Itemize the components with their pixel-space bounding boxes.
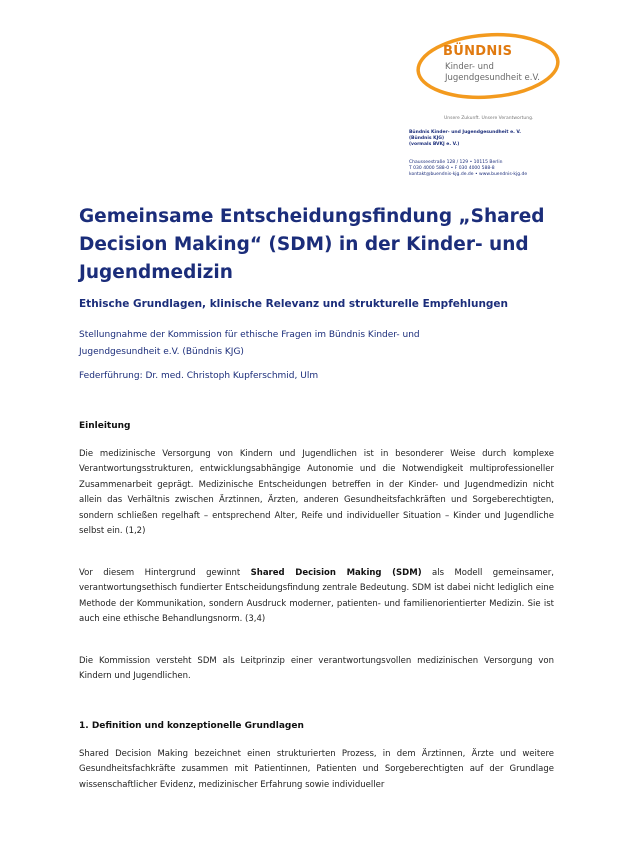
definition-paragraph-1: Shared Decision Making bezeichnet einen strukturierten Prozess, in dem Ärztinnen, Ärzte und weitere Gesundheitsfachkräfte zusammen mit Patientinnen, Patienten und Sorgeberechtigten auf der Grundlage wissenschaftlicher Evidenz, medizinischer Erfahrung sowie individueller	[79, 749, 554, 790]
org-name-line: Bündnis Kinder- und Jugendgesundheit e. V.	[409, 130, 522, 135]
address-line: Chausseestraße 128 / 129 • 10115 Berlin	[409, 160, 503, 165]
logo-title: BÜNDNIS	[443, 44, 513, 59]
email-web-line: kontakt@buendnis-kjg.de.de • www.buendnis-kjg.de	[409, 172, 528, 177]
logo-line-1: Kinder- und	[445, 62, 494, 72]
intro-paragraph-2: Vor diesem Hintergrund gewinnt Shared Decision Making (SDM) als Modell gemeinsamer, verantwortungsethisch fundierter Entscheidungsfindung zentrale Bedeutung. SDM ist dabei nicht lediglich eine Methode der Kommunikation, sondern Ausdruck moderner, patienten- und familienorientierter Medizin. Sie ist auch eine ethische Behandlungsnorm. (3,4)	[79, 568, 554, 625]
organization-logo	[413, 30, 563, 102]
intro-paragraph-3: Die Kommission versteht SDM als Leitprinzip einer verantwortungsvollen medizinischen Versorgung von Kindern und Jugendlichen.	[79, 656, 554, 682]
section-heading-intro: Einleitung	[79, 421, 131, 431]
sdm-term: Shared Decision Making (SDM)	[250, 568, 422, 578]
logo-tagline: Unsere Zukunft. Unsere Verantwortung.	[444, 116, 534, 121]
document-subtitle: Ethische Grundlagen, klinische Relevanz und strukturelle Empfehlungen	[79, 298, 509, 310]
document-title: Gemeinsame Entscheidungsfindung „Shared Decision Making“ (SDM) in der Kinder- und Jugendmedizin	[79, 206, 545, 283]
intro-paragraph-1: Die medizinische Versorgung von Kindern und Jugendlichen ist in besonderer Weise durch komplexe Verantwortungsstrukturen, entwicklungsabhängige Autonomie und die Notwendigkeit multiprofessioneller Zusammenarbeit geprägt. Medizinische Entscheidungen betreffen in der Kinder- und Jugendmedizin nicht allein das Verhältnis zwischen Ärztinnen, Ärzten, anderen Gesundheitsfachkräften und Sorgeberechtigten, sondern schließen regelhaft – entsprechend Alter, Reife und individueller Situation – Kinder und Jugendliche selbst ein. (1,2)	[79, 449, 554, 537]
org-former-line: (vormals BVKJ e. V.)	[409, 142, 460, 147]
org-abbrev-line: (Bündnis KJG)	[409, 136, 445, 141]
lead-author-line: Federführung: Dr. med. Christoph Kupferschmid, Ulm	[79, 371, 319, 381]
logo-line-2: Jugendgesundheit e.V.	[445, 73, 540, 83]
phone-line: T 030 4000 588-0 • F 030 4000 588-8	[409, 166, 495, 171]
section-heading-definition: 1. Definition und konzeptionelle Grundlagen	[79, 721, 304, 731]
statement-line: Stellungnahme der Kommission für ethische Fragen im Bündnis Kinder- und Jugendgesundheit e.V. (Bündnis KJG)	[79, 330, 420, 357]
